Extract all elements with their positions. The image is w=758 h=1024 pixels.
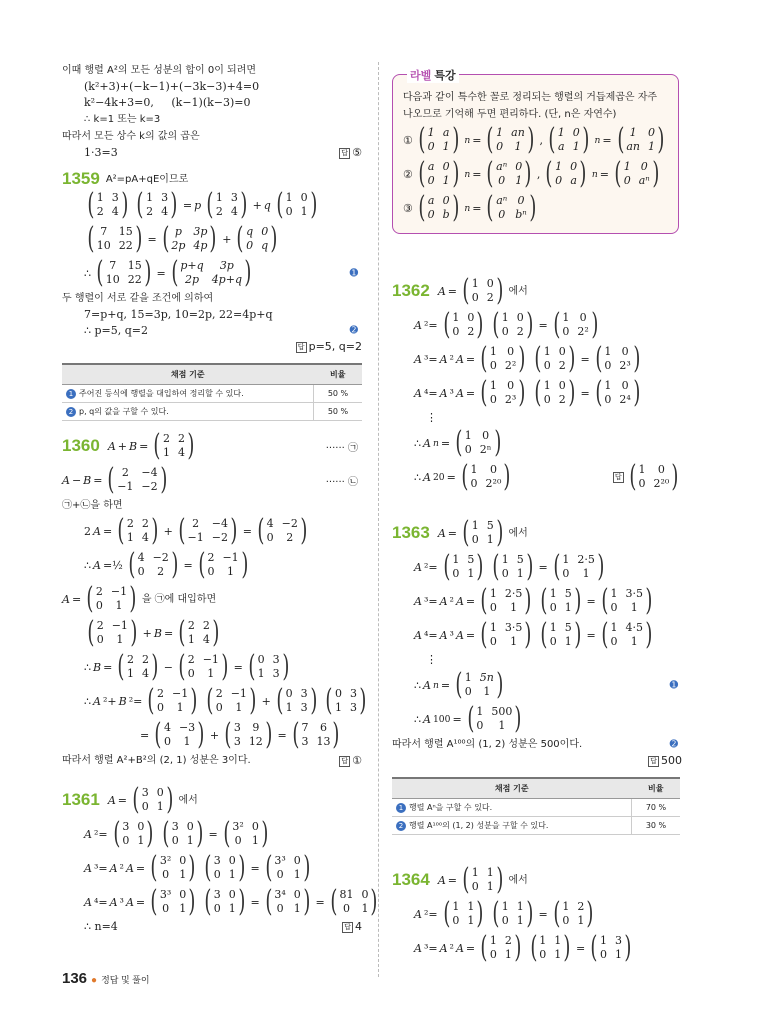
answer-badge: 답 500 [648, 753, 682, 769]
equation: A ³= A ² A = ( 1 0 0 2² ) ( 1 0 0 2 ) = ( 1 0 0 2³ ) [414, 341, 641, 376]
equation: A − B = ( 2 −4 −1 −2 ) ······ ㉡ [62, 462, 358, 497]
equation: A ⁴= A ³ A = ( 3³ 0 0 1 ) ( 3 0 0 1 ) = ( 3⁴ 0 0 1 ) = ( 81 0 0 1 ) [84, 884, 378, 919]
text: ㉠+㉡을 하면 [62, 500, 123, 511]
answer-row [392, 753, 682, 771]
problem-1359: 1359 A²=pA+qE이므로 [62, 169, 189, 188]
text: 두 행렬이 서로 같을 조건에 의하여 [62, 293, 214, 304]
problem-1364: 1364 A = ( 1 1 0 1 ) 에서 [392, 862, 528, 897]
equation: ∴ A ²+ B ²= ( 2 −1 0 1 ) ( 2 −1 0 1 ) + ( 0 3 1 3 ) ( 0 3 1 3 ) [84, 683, 367, 718]
equation: A ³= A ² A = ( 1 2·5 0 1 ) ( 1 5 0 1 ) = ( 1 3·5 0 1 ) [414, 583, 653, 618]
right-column [392, 62, 682, 965]
equation: ( 7 15 10 22 ) = ( p 3p 2p 4p ) + ( q 0 0 q ) [87, 221, 278, 256]
equation: A ³= A ² A = ( 1 2 0 1 ) ( 1 1 0 1 ) = ( 1 3 0 1 ) [414, 930, 632, 965]
equation: A = ( 2 −1 0 1 ) 을 ㉠에 대입하면 [62, 581, 217, 616]
problem-1363: 1363 A = ( 1 5 0 1 ) 에서 [392, 515, 528, 550]
box-text: 다음과 같이 특수한 꼴로 정리되는 행렬의 거듭제곱은 자주 나오므로 기억해 두면 편리하다. (단, n은 자연수) [403, 92, 658, 120]
equation: ( 1 3 2 4 ) ( 1 3 2 4 ) = p ( 1 3 2 4 ) + q ( 1 0 0 1 ) [87, 187, 317, 222]
equation: A ²= ( 1 1 0 1 ) ( 1 1 0 1 ) = ( 1 2 0 1 ) [414, 896, 594, 931]
equation: ∴ A 100 = ( 1 500 0 1 ) [414, 701, 522, 736]
equation: ∴ p=5, q=2 ➋ [84, 324, 358, 337]
special-lecture-box [392, 70, 679, 234]
answer-badge: 답 ① [339, 752, 362, 769]
column-divider [378, 62, 379, 977]
equation: (k²+3)+(−k−1)+(−3k−3)+4=0 [84, 80, 260, 93]
equation: A ⁴= A ³ A = ( 1 3·5 0 1 ) ( 1 5 0 1 ) = ( 1 4·5 0 1 ) [414, 617, 653, 652]
grading-table: 채점 기준 비율 1 행렬 Aⁿ을 구할 수 있다. 70 % 2 행렬 A¹⁰⁰의 (1, 2) 성분을 구할 수 있다. 30 % [392, 777, 680, 835]
equation: 7=p+q, 15=3p, 10=2p, 22=4p+q [84, 308, 273, 321]
problem-1361: 1361 A = ( 3 0 0 1 ) 에서 [62, 782, 198, 817]
equation: k²−4k+3=0, (k−1)(k−3)=0 [84, 96, 251, 109]
equation: A ²= ( 1 5 0 1 ) ( 1 5 0 1 ) = ( 1 2·5 0 1 ) [414, 549, 605, 584]
equation: ∴ n=4 답 4 [84, 920, 362, 933]
formula-1: ① ( 1 a 0 1 ) n = ( 1 an 0 1 ) , ( 1 0 a 1 ) n = ( 1 0 an 1 ) [403, 122, 665, 157]
text: 따라서 행렬 A¹⁰⁰의 (1, 2) 성분은 500이다. ➋ [392, 739, 678, 750]
equation: 1·3=3 답 ⑤ [84, 146, 362, 159]
footer-title: 정답 및 풀이 [101, 975, 150, 985]
equation: A ³= A ² A = ( 3² 0 0 1 ) ( 3 0 0 1 ) = ( 3³ 0 0 1 ) [84, 850, 311, 885]
equation: ∴ B = ( 2 2 1 4 ) − ( 2 −1 0 1 ) = ( 0 3 1 3 ) [84, 649, 289, 684]
grading-table: 채점 기준 비율 1 주어진 등식에 행렬을 대입하여 정리할 수 있다. 50 % 2 p, q의 값을 구할 수 있다. 50 % [62, 363, 362, 421]
box-label: 라벨 특강 [407, 67, 459, 83]
formula-3: ③ ( a 0 0 b ) n = ( aⁿ 0 0 bⁿ ) [403, 190, 537, 225]
answer-badge: 답 ⑤ [339, 145, 362, 161]
intro-text: 이때 행렬 A²의 모든 성분의 합이 0이 되려면 [62, 65, 257, 76]
equation: A ²= ( 1 0 0 2 ) ( 1 0 0 2 ) = ( 1 0 0 2² ) [414, 307, 599, 342]
step-marker: ➊ [349, 267, 358, 279]
ellipsis: ⋮ [426, 653, 437, 666]
equation: ∴ A 20 = ( 1 0 0 2²⁰ ) 답 ( 1 0 0 2²⁰ ) [392, 460, 682, 494]
problem-1360: 1360 A + B = ( 2 2 1 4 ) ······ ㉠ [62, 428, 358, 463]
equation: ∴ A =½ ( 4 −2 0 2 ) = ( 2 −1 0 1 ) [84, 547, 249, 582]
equation: ∴ A n = ( 1 0 0 2ⁿ ) [414, 425, 501, 460]
answer-badge: 답 4 [342, 919, 362, 935]
page-number: 136 [62, 970, 88, 987]
equation: ( 2 −1 0 1 ) + B = ( 2 2 1 4 ) [87, 615, 220, 650]
equation: ∴ k=1 또는 k=3 [84, 114, 161, 125]
equation: ∴ ( 7 15 10 22 ) = ( p+q 3p 2p 4p+q ) ➊ [84, 255, 358, 290]
equation: ∴ A n = ( 1 5n 0 1 ) ➊ [414, 667, 678, 702]
text: 따라서 모든 상수 k의 값의 곱은 [62, 131, 200, 142]
equation: A ⁴= A ³ A = ( 1 0 0 2³ ) ( 1 0 0 2 ) = ( 1 0 0 2⁴ ) [414, 375, 641, 410]
left-column [62, 62, 378, 935]
text: 따라서 행렬 A²+B²의 (2, 1) 성분은 3이다. 답 ① [62, 754, 362, 767]
formula-2: ② ( a 0 0 1 ) n = ( aⁿ 0 0 1 ) , ( 1 0 0 a ) n = ( 1 0 0 aⁿ ) [403, 156, 660, 191]
answer-row [62, 339, 362, 357]
equation: A ²= ( 3 0 0 1 ) ( 3 0 0 1 ) = ( 3² 0 0 1 ) [84, 816, 269, 851]
answer-badge: 답 p=5, q=2 [296, 339, 362, 355]
equation: 2 A = ( 2 2 1 4 ) + ( 2 −4 −1 −2 ) = ( 4 −2 0 2 ) [84, 513, 308, 548]
page-footer: 136 ● 정답 및 풀이 [62, 970, 150, 987]
ellipsis: ⋮ [426, 411, 437, 424]
problem-1362: 1362 A = ( 1 0 0 2 ) 에서 [392, 273, 528, 308]
equation: = ( 4 −3 0 1 ) + ( 3 9 3 12 ) = ( 7 6 3 13 ) [140, 717, 340, 752]
step-marker: ➊ [669, 679, 678, 691]
answer-badge: 답 ( 1 0 0 2²⁰ ) [613, 462, 682, 492]
